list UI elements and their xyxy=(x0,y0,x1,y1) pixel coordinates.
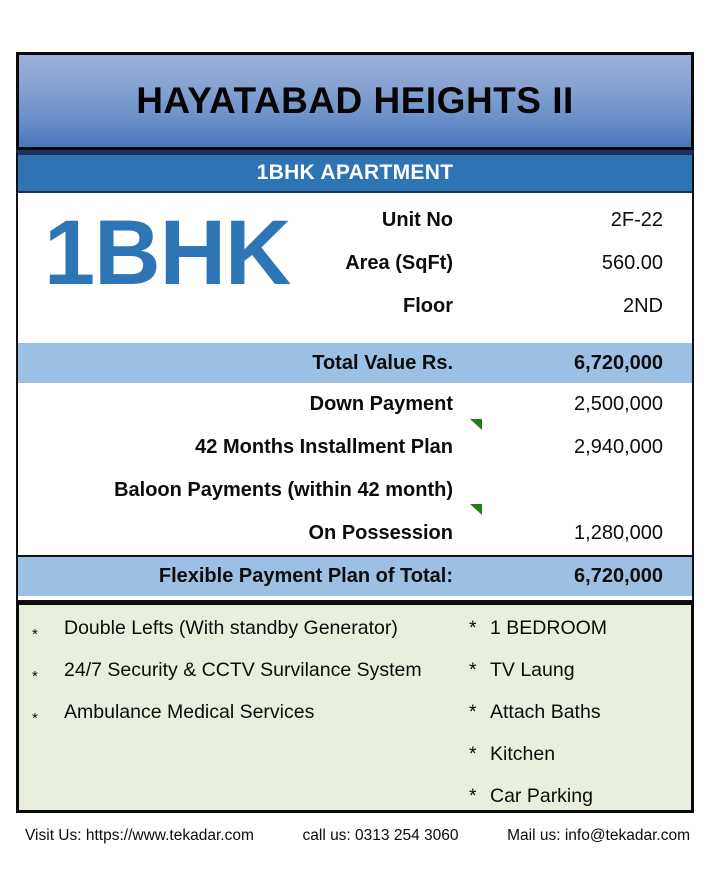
payment-row xyxy=(18,512,692,555)
flexible-plan-label: Flexible Payment Plan of Total: xyxy=(158,565,453,587)
payment-row xyxy=(18,469,692,512)
asterisk-bullet-icon: * xyxy=(469,616,477,639)
unit-type-watermark: 1BHK xyxy=(44,202,291,304)
features-column-left xyxy=(19,607,456,810)
feature-text: TV Laung xyxy=(490,658,575,681)
total-value-row xyxy=(18,343,692,383)
flexible-plan-value: 6,720,000 xyxy=(574,565,663,587)
area-label: Area (SqFt) xyxy=(345,252,453,274)
asterisk-bullet-icon: * xyxy=(469,658,477,681)
feature-item xyxy=(456,649,691,691)
feature-item xyxy=(456,607,691,649)
asterisk-bullet-icon: * xyxy=(32,625,38,643)
features-box xyxy=(16,602,694,813)
down-payment-value: 2,500,000 xyxy=(574,393,663,415)
unit-no-value: 2F-22 xyxy=(610,209,663,231)
feature-item xyxy=(456,733,691,775)
total-value-amount: 6,720,000 xyxy=(574,351,663,374)
contact-footer xyxy=(16,824,694,848)
apartment-type-banner xyxy=(18,155,692,193)
unit-no-label: Unit No xyxy=(381,209,453,231)
details-box xyxy=(16,150,694,602)
area-value: 560.00 xyxy=(601,252,663,274)
feature-item xyxy=(19,649,456,691)
unit-info-section xyxy=(18,193,692,343)
title-box xyxy=(16,52,694,150)
baloon-payments-label: Baloon Payments (within 42 month) xyxy=(114,479,453,501)
asterisk-bullet-icon: * xyxy=(469,742,477,765)
on-possession-value: 1,280,000 xyxy=(574,522,663,544)
installment-plan-label: 42 Months Installment Plan xyxy=(195,436,453,458)
feature-item xyxy=(456,691,691,733)
payment-plan-section xyxy=(18,383,692,555)
feature-text: Attach Baths xyxy=(490,700,601,723)
feature-text: Kitchen xyxy=(490,742,556,765)
website-text: Visit Us: https://www.tekadar.com xyxy=(25,827,254,844)
email-text: Mail us: info@tekadar.com xyxy=(507,827,690,844)
feature-item xyxy=(456,775,691,817)
phone-text: call us: 0313 254 3060 xyxy=(302,827,459,844)
feature-text: Ambulance Medical Services xyxy=(64,700,315,723)
floor-value: 2ND xyxy=(622,295,663,317)
asterisk-bullet-icon: * xyxy=(469,700,477,723)
features-column-right xyxy=(456,607,691,810)
page-title: HAYATABAD HEIGHTS II xyxy=(136,80,574,121)
payment-row xyxy=(18,383,692,426)
floor-label: Floor xyxy=(403,295,453,317)
feature-item xyxy=(19,607,456,649)
feature-text: 1 BEDROOM xyxy=(490,616,608,639)
feature-item xyxy=(19,691,456,733)
feature-text: Car Parking xyxy=(490,784,593,807)
asterisk-bullet-icon: * xyxy=(32,667,38,685)
asterisk-bullet-icon: * xyxy=(32,709,38,727)
apartment-type-label: 1BHK APARTMENT xyxy=(256,161,454,184)
on-possession-label: On Possession xyxy=(308,522,453,544)
payment-row xyxy=(18,426,692,469)
installment-plan-value: 2,940,000 xyxy=(574,436,663,458)
flexible-plan-row xyxy=(18,555,692,596)
total-value-label: Total Value Rs. xyxy=(312,351,453,374)
down-payment-label: Down Payment xyxy=(309,393,453,415)
feature-text: Double Lefts (With standby Generator) xyxy=(64,616,398,639)
feature-text: 24/7 Security & CCTV Survilance System xyxy=(64,658,422,681)
asterisk-bullet-icon: * xyxy=(469,784,477,807)
